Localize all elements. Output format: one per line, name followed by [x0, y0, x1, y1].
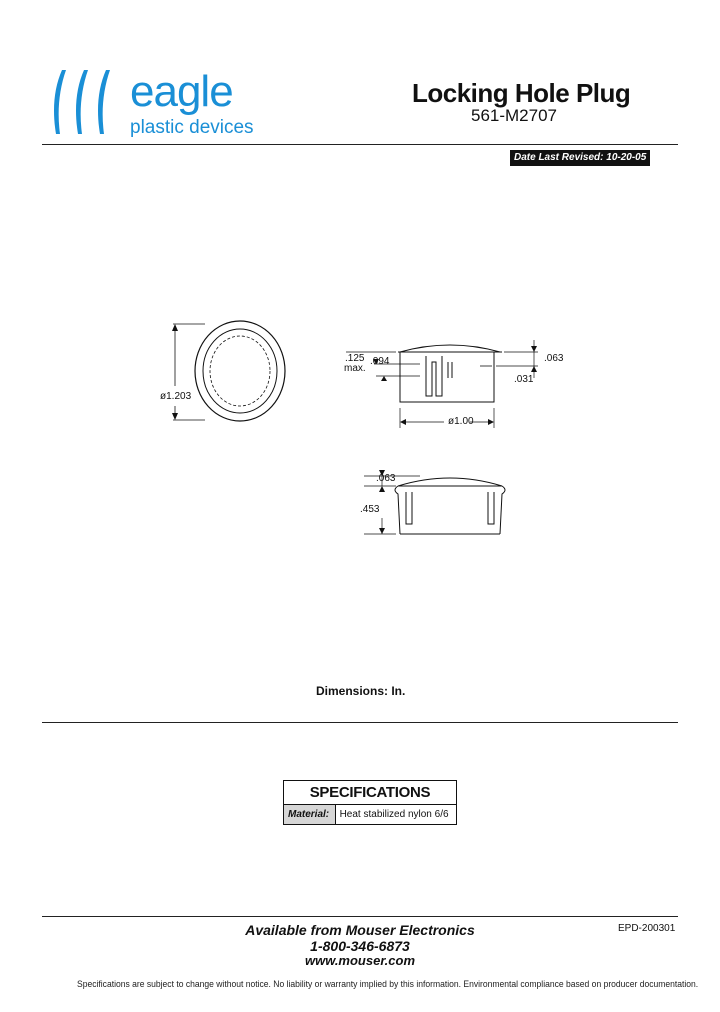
top-view-hidden-ring	[210, 336, 270, 406]
spec-heading: SPECIFICATIONS	[284, 781, 457, 805]
logo-tagline: plastic devices	[130, 117, 254, 138]
specifications-table	[283, 780, 457, 825]
logo	[48, 66, 268, 142]
footer-website[interactable]: www.mouser.com	[304, 953, 416, 968]
top-view-inner-ring	[203, 329, 277, 413]
spec-material-label: Material:	[284, 805, 336, 825]
logo-wordmark: eagle	[130, 67, 233, 116]
side-max-text: max.	[344, 363, 366, 374]
footer-divider	[42, 916, 678, 917]
footer-available: Available from Mouser Electronics	[245, 922, 475, 938]
page-title: Locking Hole Plug	[412, 78, 631, 108]
spec-heading-row	[284, 781, 457, 805]
side-031-label: .031	[514, 374, 534, 385]
mid-divider	[42, 722, 678, 723]
front-453-label: .453	[360, 504, 380, 515]
doc-code: EPD-200301	[618, 923, 676, 934]
top-view-drawing	[165, 318, 325, 438]
logo-stripes-icon	[48, 66, 128, 142]
header-divider	[42, 144, 678, 145]
date-revised-badge: Date Last Revised: 10-20-05	[510, 150, 650, 166]
side-max-height-label: .125	[345, 353, 365, 364]
part-number: 561-M2707	[471, 106, 558, 125]
top-view-diameter-label: ø1.203	[160, 391, 192, 402]
front-063-label: .063	[376, 473, 396, 484]
side-094-label: .094	[370, 356, 390, 367]
footer-phone: 1-800-346-6873	[310, 938, 410, 954]
footer-disclaimer: Specifications are subject to change without notice. No liability or warranty implied by this information. Environmental compliance based on producer documentation.	[77, 979, 699, 989]
side-063-label: .063	[544, 353, 564, 364]
side-view-drawing	[340, 338, 540, 428]
table-row	[284, 805, 457, 825]
dimensions-caption: Dimensions: In.	[316, 684, 406, 698]
side-diameter-label: ø1.00	[448, 416, 474, 427]
spec-material-value: Heat stabilized nylon 6/6	[335, 805, 456, 825]
